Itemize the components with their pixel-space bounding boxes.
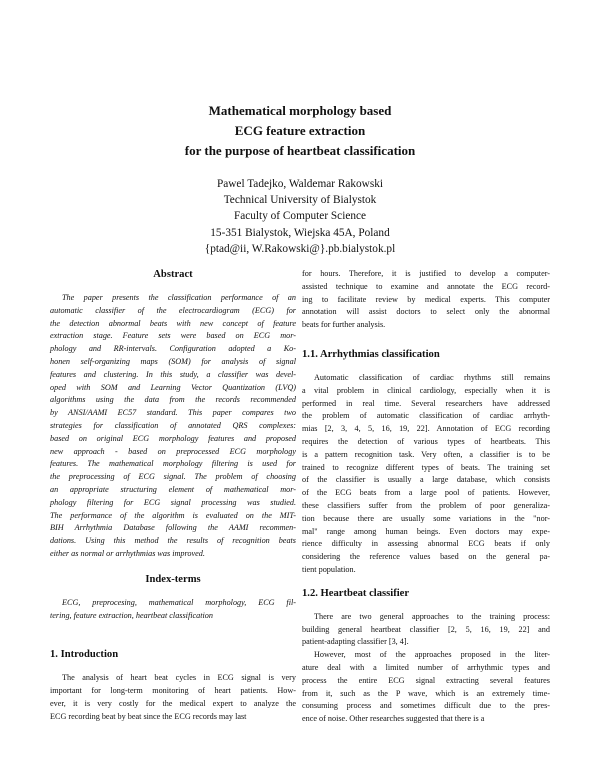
- author-address: 15-351 Bialystok, Wiejska 45A, Poland: [210, 226, 390, 239]
- title-line: ECG feature extraction: [234, 123, 366, 138]
- text-line: algorithms using the data from the records recommended: [50, 395, 296, 405]
- heartbeat-heading: 1.2. Heartbeat classifier: [302, 587, 410, 599]
- text-line: either as normal or arrhythmias was improved.: [50, 548, 205, 558]
- text-line: strategies for classification of annotated QRS complexes:: [50, 420, 296, 430]
- text-line: extraction stage. Feature sets were based on ECG mor-: [50, 331, 296, 341]
- text-line: There are two general approaches to the training process:: [314, 611, 550, 621]
- text-line: phology filtering for ECG signal processing was studied.: [50, 497, 296, 507]
- text-line: mias [2, 3, 4, 5, 16, 19, 22]. Annotation of ECG recording: [302, 424, 550, 434]
- text-line: for hours. Therefore, it is justified to develop a computer-: [302, 269, 550, 278]
- text-line: However, most of the approaches proposed in the liter-: [314, 650, 550, 660]
- text-line: of the classifier is usually a large database, which consists: [302, 475, 550, 485]
- text-line: tering, feature extraction, heartbeat classification: [50, 610, 213, 620]
- text-line: ECG, preprocesing, mathematical morphology, ECG fil-: [62, 597, 296, 607]
- text-line: rience difficulty in assessing abnormal ECG beats if only: [302, 539, 550, 549]
- text-line: oped with SOM and Learning Vector Quantization (LVQ): [50, 382, 296, 392]
- text-line: the detection abnormal beats with new concept of feature: [50, 318, 296, 328]
- text-line: based on original ECG morphology features and proposed: [50, 433, 296, 443]
- introduction-heading: 1. Introduction: [50, 649, 119, 661]
- text-line: patient-adapting classifier [3, 4].: [302, 637, 409, 647]
- text-line: requires the detection of various types of heartbeats. This: [302, 436, 550, 446]
- text-line: the preprocessing of ECG signal. The problem of choosing: [50, 472, 296, 482]
- text-line: features. The mathematical morphology filtering is used for: [50, 459, 296, 469]
- text-line: the problem of automatic classification of cardiac arrhyth-: [302, 411, 550, 421]
- abstract-heading: Abstract: [153, 269, 193, 280]
- text-line: The analysis of heart beat cycles in ECG signal is very: [62, 673, 296, 683]
- text-line: of the ECG beats from a large pool of patients. However,: [302, 488, 550, 498]
- paper-title: [0, 101, 600, 161]
- text-line: process the entire ECG signal extracting several features: [302, 675, 550, 685]
- text-line: important for long-term monitoring of heart patients. How-: [50, 686, 296, 696]
- text-line: annotation will assist doctors to select only the abnormal: [302, 307, 550, 317]
- text-line: trained to recognize different types of beats. The training set: [302, 462, 550, 472]
- text-line: assisted technique to examine and annotate the ECG record-: [302, 281, 550, 291]
- text-line: Automatic classification of cardiac rhythms still remains: [314, 372, 550, 382]
- text-line: ature deal with a limited number of arrhythmic types and: [302, 662, 550, 672]
- text-line: mal" range among human beings. Even doctors may expe-: [302, 526, 550, 536]
- text-line: from it, such as the P wave, which is an extremely time-: [302, 688, 550, 698]
- text-line: The paper presents the classification performance of an: [62, 293, 296, 302]
- author-university: Technical University of Bialystok: [223, 194, 377, 207]
- text-line: phology and RR-intervals. Configuration adopted a Ko-: [50, 344, 296, 354]
- introduction-body: [50, 672, 296, 723]
- arrhythmias-body: [302, 372, 550, 577]
- heartbeat-body-2: [302, 649, 550, 726]
- text-line: building general heartbeat classifier [2, 5, 16, 19, 22] and: [302, 624, 550, 634]
- author-email: {ptad@ii, W.Rakowski@}.pb.bialystok.pl: [204, 242, 396, 255]
- text-line: features and clustering. In this study, a classifier was devel-: [50, 369, 296, 379]
- text-line: a vital problem in clinical cardiology, especially when it is: [302, 385, 550, 395]
- left-column: [50, 268, 296, 724]
- text-line: tion because there are usually some variations in the "nor-: [302, 513, 550, 523]
- abstract-body: [50, 292, 296, 561]
- text-line: is a pattern recognition task. Very often, a classifier is to be: [302, 449, 550, 459]
- text-line: honen self-organizing maps (SOM) for analysis of signal: [50, 356, 296, 366]
- text-line: BIH Arrhythmia Database following the AAMI recommen-: [50, 523, 296, 533]
- text-line: these classifiers suffer from the problem of poor generaliza-: [302, 500, 550, 510]
- text-line: by ANSI/AAMI EC57 standard. This paper compares two: [50, 408, 296, 418]
- text-line: consuming process and sometimes difficult due to the pres-: [302, 701, 550, 711]
- author-faculty: Faculty of Computer Science: [233, 210, 367, 223]
- text-line: an appropriate structuring element of mathematical mor-: [50, 484, 296, 494]
- intro-continuation: [302, 268, 550, 332]
- text-line: tient population.: [302, 564, 356, 574]
- text-line: ing to facilitate review by medical experts. This computer: [302, 294, 550, 304]
- text-line: ECG recording beat by beat since the ECG records may last: [50, 711, 247, 721]
- text-line: beats for further analysis.: [302, 320, 386, 330]
- title-line: Mathematical morphology based: [208, 103, 392, 118]
- arrhythmias-heading: 1.1. Arrhythmias classification: [302, 348, 440, 360]
- index-terms-body: [50, 597, 296, 623]
- text-line: new approach - based on preprocessed ECG morphology: [50, 446, 296, 456]
- title-line: for the purpose of heartbeat classification: [184, 143, 416, 158]
- text-line: ence of noise. Other researches suggested that there is a: [302, 714, 485, 724]
- text-line: dations. Using this method the results of recognition beats: [50, 536, 296, 546]
- index-terms-heading: Index-terms: [145, 573, 201, 585]
- heartbeat-body-1: [302, 611, 550, 649]
- text-line: ever, it is very costly for the medical expert to analyze the: [50, 698, 296, 708]
- author-block: [0, 176, 600, 257]
- text-line: performed in real time. Several researchers have addressed: [302, 398, 550, 408]
- author-names: Pawel Tadejko, Waldemar Rakowski: [216, 178, 384, 190]
- text-line: considering the reference values based on the general pa-: [302, 552, 550, 562]
- text-line: The performance of the algorithm is evaluated on the MIT-: [50, 510, 296, 520]
- text-line: automatic classifier of the electrocardiogram (ECG) for: [50, 305, 296, 315]
- right-column: [302, 268, 550, 726]
